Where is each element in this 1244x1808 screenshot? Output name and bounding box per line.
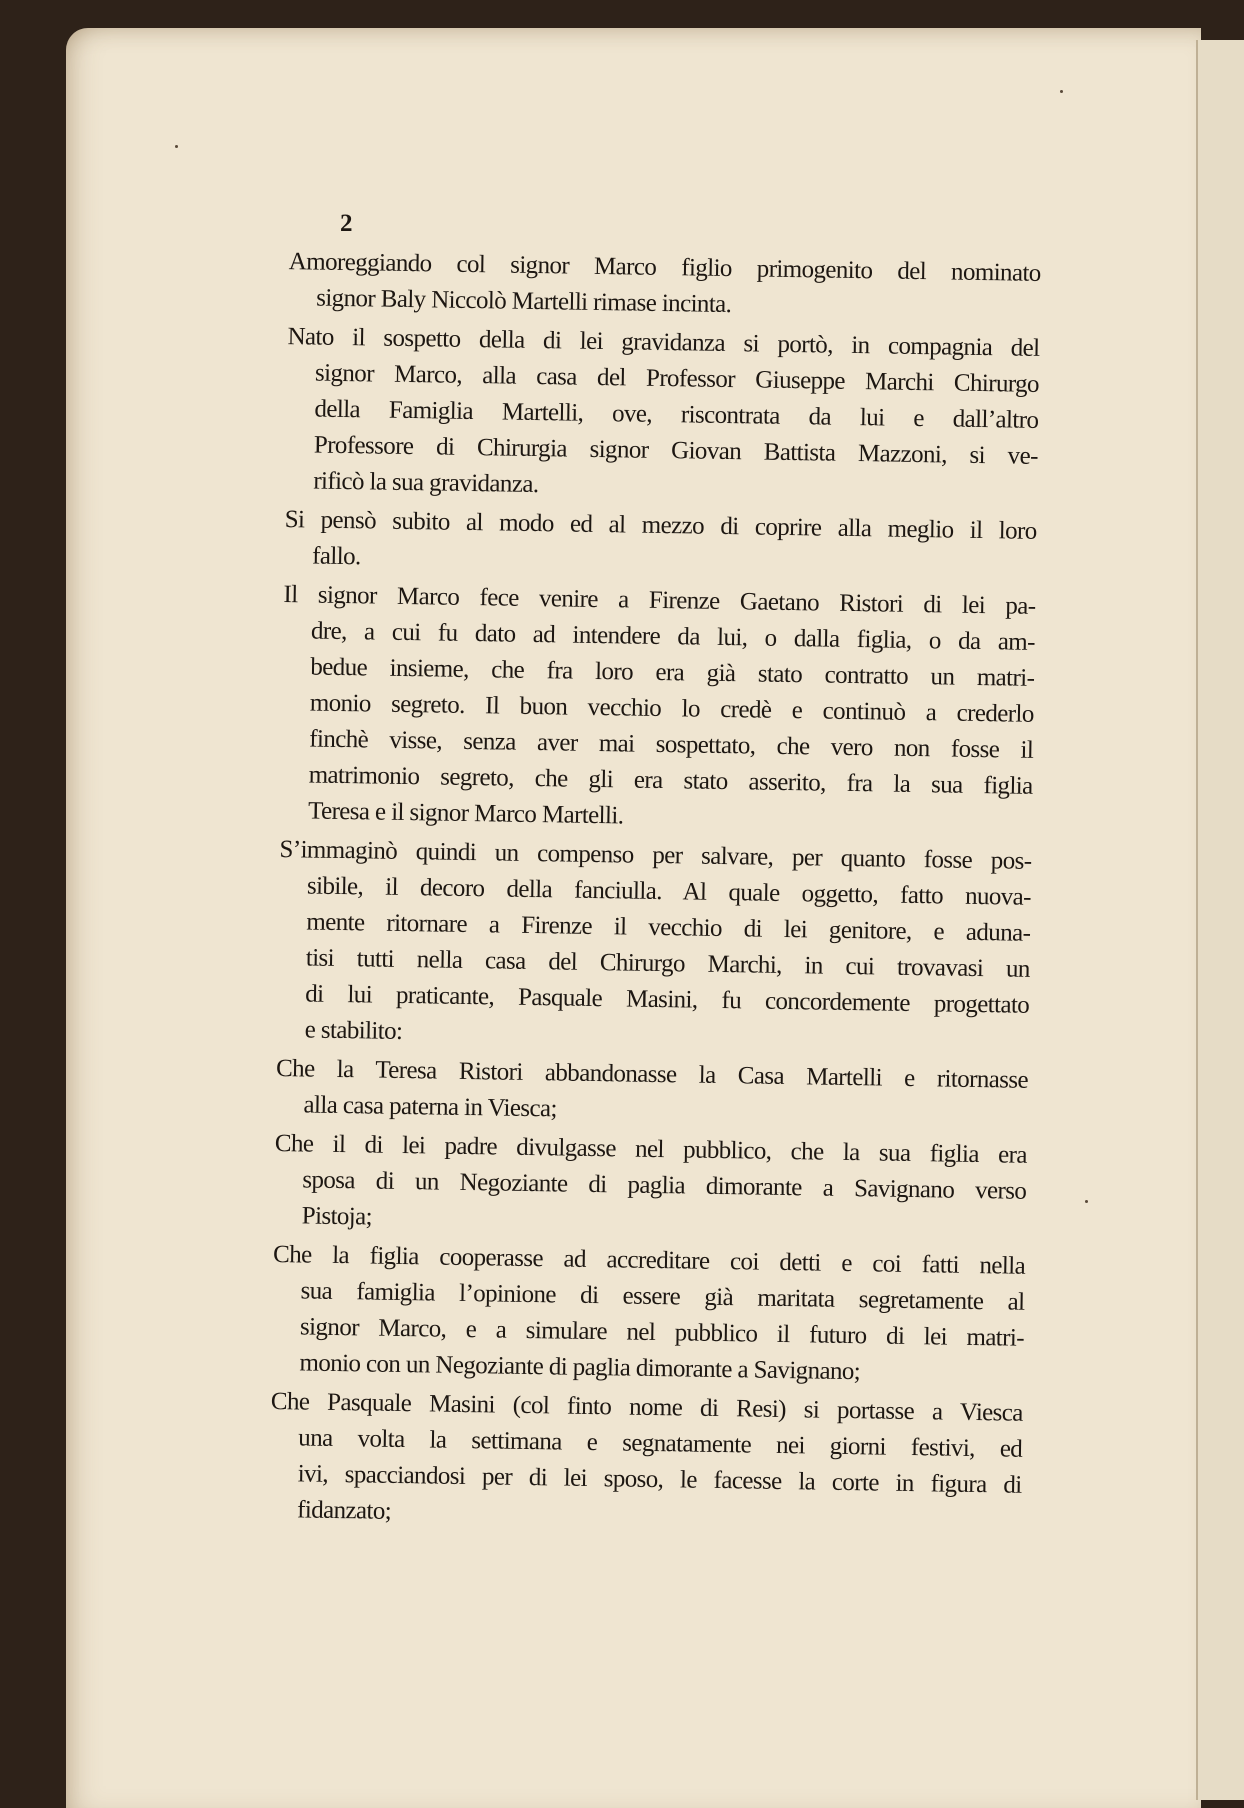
- paragraph: [271, 1237, 1025, 1393]
- paragraph: [284, 502, 1037, 586]
- text-line: bedue insieme, che fra loro era già stato contratto un matri-: [310, 653, 1035, 692]
- text-line: di lui praticante, Pasquale Masini, fu concordemente progettato: [305, 980, 1030, 1019]
- text-line: tisi tutti nella casa del Chirurgo Marchi, in cui trovavasi un: [305, 944, 1030, 983]
- paragraph: [285, 319, 1040, 511]
- text-line: signor Marco, alla casa del Professor Giuseppe Marchi Chirurgo: [314, 359, 1040, 398]
- text-line: mente ritornare a Firenze il vecchio di lei genitore, e aduna-: [306, 908, 1031, 947]
- text-line: finchè visse, senza aver mai sospettato, che vero non fosse il: [309, 725, 1034, 764]
- text-line: Che la figlia cooperasse ad accreditare coi detti e coi fatti nella: [272, 1240, 1026, 1280]
- text-line: dre, a cui fu dato ad intendere da lui, o dalla figlia, o da am-: [310, 617, 1036, 656]
- text-line: Pistoja;: [301, 1202, 373, 1231]
- text-line: signor Marco, e a simulare nel pubblico il futuro di lei matri-: [299, 1313, 1025, 1352]
- text-line: Professore di Chirurgia signor Giovan Battista Mazzoni, si ve-: [313, 431, 1039, 470]
- text-line: matrimonio segreto, che gli era stato asserito, fra la sua figlia: [308, 761, 1033, 800]
- text-line: sibile, il decoro della fanciulla. Al quale oggetto, fatto nuova-: [306, 872, 1032, 911]
- paragraph: [276, 832, 1031, 1060]
- paper-speck: [1060, 90, 1063, 93]
- body-text: [269, 244, 1041, 1543]
- text-line: della Famiglia Martelli, ove, riscontrata da lui e dall’altro: [314, 395, 1039, 434]
- page-number: 2: [340, 210, 353, 237]
- text-line: sua famiglia l’opinione di essere già maritata segretamente al: [300, 1277, 1025, 1316]
- text-line: Amoreggiando col signor Marco figlio primogenito del nominato: [288, 248, 1041, 287]
- adjacent-page-edge: [1196, 40, 1244, 1800]
- text-line: signor Baly Niccolò Martelli rimase incinta.: [315, 284, 732, 319]
- text-line: Teresa e il signor Marco Martelli.: [307, 797, 624, 830]
- text-line: alla casa paterna in Viesca;: [303, 1091, 558, 1123]
- text-line: monio segreto. Il buon vecchio lo credè e continuò a crederlo: [309, 689, 1034, 728]
- paragraph: [288, 244, 1041, 328]
- text-line: Che la Teresa Ristori abbandonasse la Casa Martelli e ritornasse: [275, 1054, 1029, 1094]
- text-line: fidanzato;: [296, 1496, 392, 1525]
- text-line: sposa di un Negoziante di paglia dimorante a Savignano verso: [302, 1166, 1027, 1205]
- paper-speck: [1085, 1200, 1088, 1203]
- paper-speck: [175, 145, 178, 148]
- text-line: Che il di lei padre divulgasse nel pubblico, che la sua figlia era: [274, 1129, 1028, 1169]
- paragraph: [269, 1384, 1023, 1540]
- text-line: ivi, spacciandosi per di lei sposo, le facesse la corte in figura di: [297, 1460, 1022, 1499]
- text-line: Nato il sospetto della di lei gravidanza si portò, in compagnia del: [287, 323, 1040, 362]
- text-line: rificò la sua gravidanza.: [313, 467, 539, 499]
- text-line: una volta la settimana e segnatamente nei giorni festivi, ed: [298, 1424, 1023, 1463]
- text-line: Il signor Marco fece venire a Firenze Gaetano Ristori di lei pa-: [283, 581, 1036, 620]
- text-line: S’immaginò quindi un compenso per salvare, per quanto fosse pos-: [279, 836, 1032, 875]
- text-line: Che Pasquale Masini (col finto nome di Resi) si portasse a Viesca: [270, 1387, 1023, 1427]
- text-line: e stabilito:: [304, 1016, 403, 1045]
- text-line: fallo.: [311, 542, 361, 571]
- paragraph: [273, 1126, 1027, 1246]
- paragraph: [280, 577, 1036, 841]
- paragraph: [275, 1051, 1028, 1135]
- text-line: monio con un Negoziante di paglia dimorante a Savignano;: [299, 1349, 861, 1386]
- text-line: Si pensò subito al modo ed al mezzo di coprire alla meglio il loro: [284, 506, 1037, 545]
